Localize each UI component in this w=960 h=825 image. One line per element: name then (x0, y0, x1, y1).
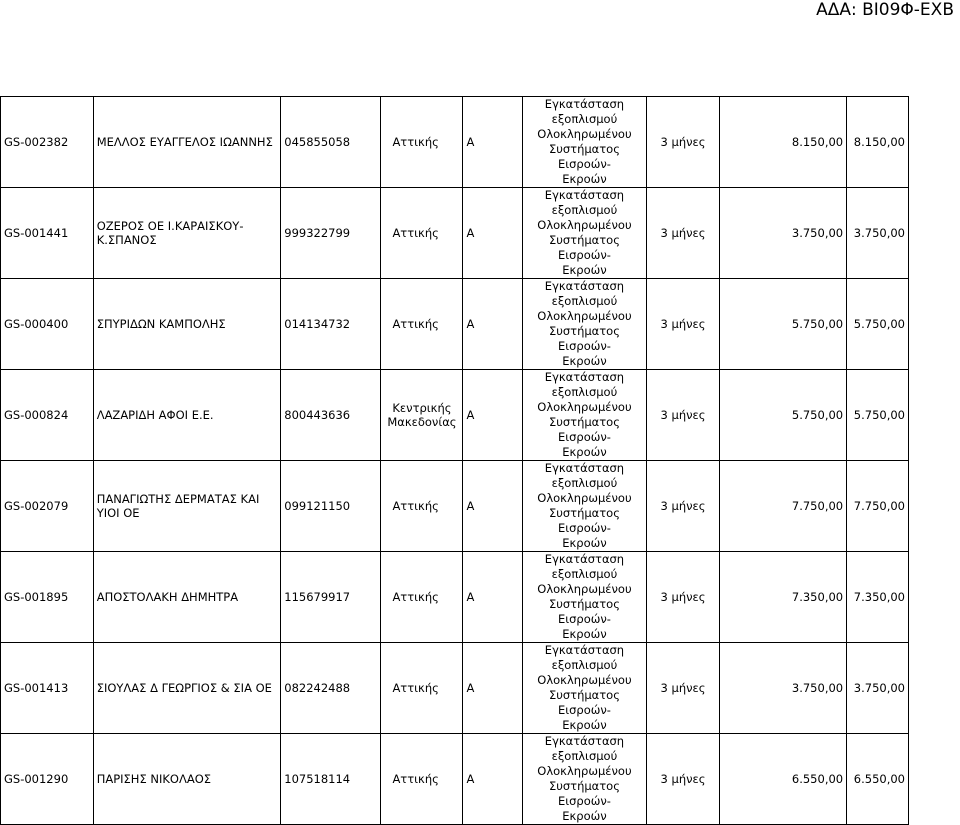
tax-id: 099121150 (281, 461, 381, 552)
category: Α (463, 734, 523, 825)
beneficiary-name: ΑΠΟΣΤΟΛΑΚΗ ΔΗΜΗΤΡΑ (93, 552, 281, 643)
category: Α (463, 279, 523, 370)
table-row (1, 97, 909, 188)
budget-amount: 3.750,00 (720, 643, 847, 734)
budget-amount: 7.750,00 (720, 461, 847, 552)
total-amount: 5.750,00 (847, 279, 909, 370)
description-line: Ολοκληρωμένου (537, 673, 632, 687)
ada-code: ΑΔΑ: ΒΙ09Φ-ΕΧΒ (816, 0, 954, 20)
category: Α (463, 97, 523, 188)
description-line: εξοπλισμού (551, 658, 618, 672)
action-description (523, 734, 647, 825)
table-row (1, 552, 909, 643)
project-code: GS-002079 (1, 461, 94, 552)
description-line: εξοπλισμού (551, 749, 618, 763)
description-line: Εγκατάσταση (544, 188, 625, 202)
region (381, 643, 463, 734)
category: Α (463, 370, 523, 461)
beneficiary-name: ΠΑΝΑΓΙΩΤΗΣ ΔΕΡΜΑΤΑΣ ΚΑΙ ΥΙΟΙ ΟΕ (93, 461, 281, 552)
description-line: εξοπλισμού (551, 112, 618, 126)
action-description (523, 643, 647, 734)
duration: 3 μήνες (646, 97, 720, 188)
region-label: Αττικής (392, 135, 439, 149)
description-line: Εκροών (562, 809, 607, 823)
total-amount: 8.150,00 (847, 97, 909, 188)
description-line: Ολοκληρωμένου (537, 309, 632, 323)
description-line: Εγκατάσταση (544, 734, 625, 748)
description-line: Ολοκληρωμένου (537, 764, 632, 778)
category: Α (463, 188, 523, 279)
description-line: Εκροών (562, 718, 607, 732)
project-code: GS-001895 (1, 552, 94, 643)
tax-id: 800443636 (281, 370, 381, 461)
region-label: Αττικής (392, 590, 439, 604)
duration: 3 μήνες (646, 734, 720, 825)
budget-amount: 7.350,00 (720, 552, 847, 643)
description-line: Εγκατάσταση (544, 552, 625, 566)
description-line: Συστήματος Εισροών- (548, 688, 620, 717)
region-label: Αττικής (392, 226, 439, 240)
tax-id: 107518114 (281, 734, 381, 825)
description-line: Συστήματος Εισροών- (548, 233, 620, 262)
beneficiary-name: ΜΕΛΛΟΣ ΕΥΑΓΓΕΛΟΣ ΙΩΑΝΝΗΣ (93, 97, 281, 188)
description-line: Ολοκληρωμένου (537, 218, 632, 232)
budget-amount: 6.550,00 (720, 734, 847, 825)
beneficiary-name: ΟΖΕΡΟΣ ΟΕ Ι.ΚΑΡΑΙΣΚΟΥ-Κ.ΣΠΑΝΟΣ (93, 188, 281, 279)
total-amount: 6.550,00 (847, 734, 909, 825)
budget-amount: 3.750,00 (720, 188, 847, 279)
project-code: GS-000824 (1, 370, 94, 461)
duration: 3 μήνες (646, 643, 720, 734)
project-code: GS-001413 (1, 643, 94, 734)
description-line: Εκροών (562, 536, 607, 550)
action-description (523, 279, 647, 370)
description-line: Εκροών (562, 172, 607, 186)
beneficiary-name: ΠΑΡΙΣΗΣ ΝΙΚΟΛΑΟΣ (93, 734, 281, 825)
total-amount: 3.750,00 (847, 643, 909, 734)
table-body (1, 97, 909, 825)
table-row (1, 279, 909, 370)
duration: 3 μήνες (646, 188, 720, 279)
action-description (523, 370, 647, 461)
description-line: εξοπλισμού (551, 567, 618, 581)
description-line: Συστήματος Εισροών- (548, 597, 620, 626)
duration: 3 μήνες (646, 279, 720, 370)
description-line: Συστήματος Εισροών- (548, 506, 620, 535)
description-line: Εγκατάσταση (544, 370, 625, 384)
tax-id: 115679917 (281, 552, 381, 643)
category: Α (463, 552, 523, 643)
description-line: Εγκατάσταση (544, 461, 625, 475)
duration: 3 μήνες (646, 552, 720, 643)
total-amount: 7.350,00 (847, 552, 909, 643)
project-code: GS-001290 (1, 734, 94, 825)
beneficiary-name: ΣΙΟΥΛΑΣ Δ ΓΕΩΡΓΙΟΣ & ΣΙΑ ΟΕ (93, 643, 281, 734)
category: Α (463, 461, 523, 552)
description-line: Ολοκληρωμένου (537, 582, 632, 596)
project-code: GS-000400 (1, 279, 94, 370)
table-row (1, 461, 909, 552)
region (381, 552, 463, 643)
region-label: Αττικής (392, 317, 439, 331)
region (381, 370, 463, 461)
description-line: Συστήματος Εισροών- (548, 324, 620, 353)
action-description (523, 188, 647, 279)
total-amount: 5.750,00 (847, 370, 909, 461)
table-row (1, 734, 909, 825)
beneficiary-name: ΣΠΥΡΙΔΩΝ ΚΑΜΠΟΛΗΣ (93, 279, 281, 370)
table-row (1, 643, 909, 734)
tax-id: 045855058 (281, 97, 381, 188)
description-line: Εγκατάσταση (544, 97, 625, 111)
region-label: Αττικής (392, 681, 439, 695)
total-amount: 7.750,00 (847, 461, 909, 552)
description-line: Εγκατάσταση (544, 643, 625, 657)
description-line: Ολοκληρωμένου (537, 491, 632, 505)
description-line: Εκροών (562, 354, 607, 368)
description-line: εξοπλισμού (551, 294, 618, 308)
duration: 3 μήνες (646, 370, 720, 461)
description-line: Εγκατάσταση (544, 279, 625, 293)
region (381, 461, 463, 552)
description-line: Εκροών (562, 263, 607, 277)
region-label: Κεντρικής Μακεδονίας (387, 401, 457, 429)
description-line: Ολοκληρωμένου (537, 400, 632, 414)
beneficiaries-table (0, 96, 909, 825)
action-description (523, 97, 647, 188)
description-line: εξοπλισμού (551, 203, 618, 217)
region (381, 279, 463, 370)
description-line: Συστήματος Εισροών- (548, 779, 620, 808)
duration: 3 μήνες (646, 461, 720, 552)
description-line: Συστήματος Εισροών- (548, 415, 620, 444)
description-line: Εκροών (562, 627, 607, 641)
region (381, 734, 463, 825)
budget-amount: 5.750,00 (720, 279, 847, 370)
budget-amount: 8.150,00 (720, 97, 847, 188)
beneficiary-name: ΛΑΖΑΡΙΔΗ ΑΦΟΙ Ε.Ε. (93, 370, 281, 461)
tax-id: 014134732 (281, 279, 381, 370)
budget-amount: 5.750,00 (720, 370, 847, 461)
total-amount: 3.750,00 (847, 188, 909, 279)
action-description (523, 461, 647, 552)
description-line: Ολοκληρωμένου (537, 127, 632, 141)
description-line: εξοπλισμού (551, 476, 618, 490)
table-row (1, 188, 909, 279)
description-line: Συστήματος Εισροών- (548, 142, 620, 171)
tax-id: 999322799 (281, 188, 381, 279)
action-description (523, 552, 647, 643)
description-line: εξοπλισμού (551, 385, 618, 399)
region (381, 97, 463, 188)
project-code: GS-001441 (1, 188, 94, 279)
table-row (1, 370, 909, 461)
category: Α (463, 643, 523, 734)
description-line: Εκροών (562, 445, 607, 459)
tax-id: 082242488 (281, 643, 381, 734)
region (381, 188, 463, 279)
region-label: Αττικής (392, 772, 439, 786)
project-code: GS-002382 (1, 97, 94, 188)
region-label: Αττικής (392, 499, 439, 513)
